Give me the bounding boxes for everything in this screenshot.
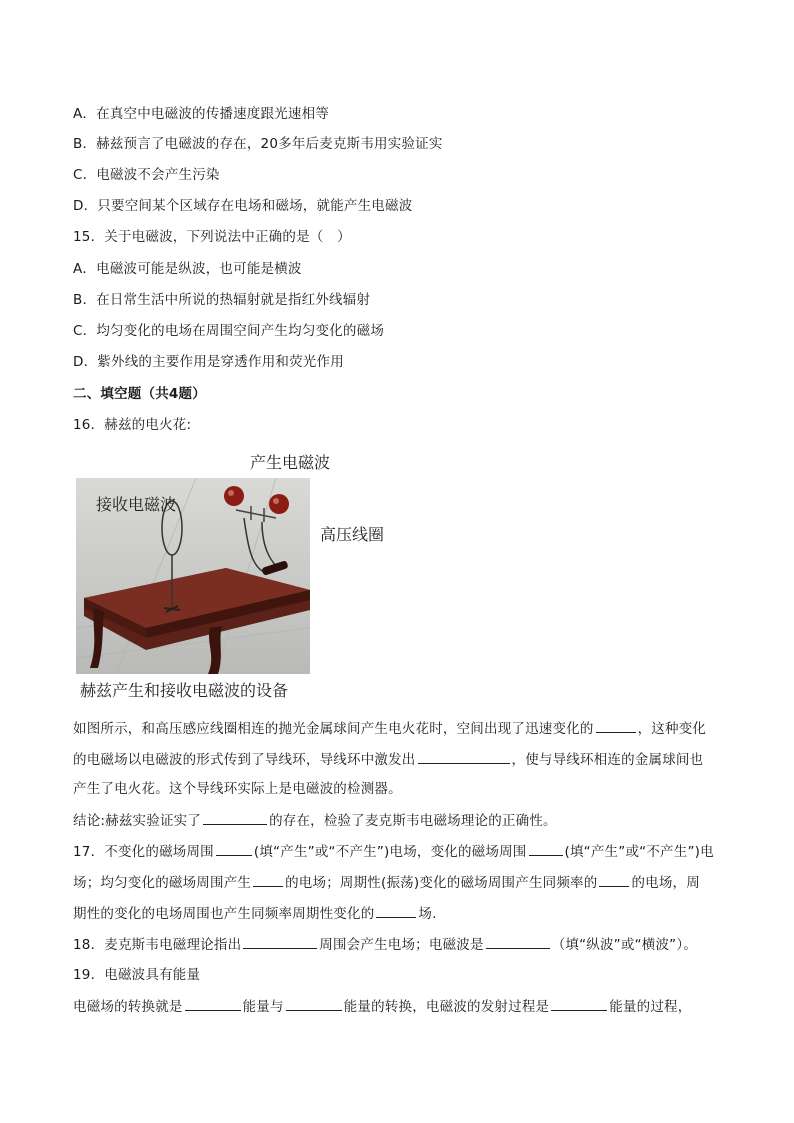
blank[interactable] [376,903,416,918]
q16-para-line3: 产生了电火花。这个导线环实际上是电磁波的检测器。 [73,781,402,797]
blank[interactable] [243,934,317,949]
q15-option-d: D．紫外线的主要作用是穿透作用和荧光作用 [73,354,344,370]
q18-line: 18．麦克斯韦电磁理论指出 周围会产生电场；电磁波是 （填“纵波”或“横波”）。 [73,934,697,955]
blank[interactable] [596,718,636,733]
q14-option-c: C．电磁波不会产生污染 [73,167,220,183]
q16-stem: 16．赫兹的电火花: [73,417,192,433]
blank[interactable] [418,749,510,764]
hertz-apparatus-figure [76,448,396,706]
blank[interactable] [529,841,563,856]
q17-line3: 期性的变化的电场周围也产生同频率周期性变化的 场. [73,903,437,924]
q15-option-b: B．在日常生活中所说的热辐射就是指红外线辐射 [73,292,371,308]
q16-para-line1: 如图所示，和高压感应线圈相连的抛光金属球间产生电火花时，空间出现了迅速变化的 ，这种变化 [73,718,706,739]
q19-stem: 19．电磁波具有能量 [73,967,201,983]
blank[interactable] [286,996,342,1011]
label-generate-wave: 产生电磁波 [250,453,331,472]
q17-line2: 场；均匀变化的磁场周围产生 的电场；周期性(振荡)变化的磁场周围产生同频率的 的电场，周 [73,872,700,893]
q14-option-d: D．只要空间某个区域存在电场和磁场，就能产生电磁波 [73,198,413,214]
q15-option-a: A．电磁波可能是纵波，也可能是横波 [73,261,302,277]
q16-conclusion: 结论:赫兹实验证实了 的存在，检验了麦克斯韦电磁场理论的正确性。 [73,810,557,831]
q16-para-line2: 的电磁场以电磁波的形式传到了导线环，导线环中激发出 ，使与导线环相连的金属球间也 [73,749,703,770]
label-high-voltage-coil: 高压线圈 [320,525,385,544]
blank[interactable] [486,934,550,949]
q15-option-c: C．均匀变化的电场在周围空间产生均匀变化的磁场 [73,323,385,339]
q14-option-b: B．赫兹预言了电磁波的存在，20多年后麦克斯韦用实验证实 [73,136,443,152]
q14-option-a: A．在真空中电磁波的传播速度跟光速相等 [73,106,330,122]
label-receive-wave: 接收电磁波 [96,495,177,514]
blank[interactable] [216,841,252,856]
blank[interactable] [599,872,629,887]
figure-caption: 赫兹产生和接收电磁波的设备 [80,681,289,700]
q15-stem: 15．关于电磁波，下列说法中正确的是（ ） [73,229,351,245]
q17-line1: 17．不变化的磁场周围 (填“产生”或“不产生”)电场，变化的磁场周围 (填“产生”或“不产生”)电 [73,841,714,862]
blank[interactable] [185,996,241,1011]
blank[interactable] [253,872,283,887]
q19-line: 电磁场的转换就是 能量与 能量的转换，电磁波的发射过程是 能量的过程， [73,996,691,1017]
blank[interactable] [203,810,267,825]
blank[interactable] [551,996,607,1011]
section-title: 二、填空题（共4题） [73,386,206,402]
